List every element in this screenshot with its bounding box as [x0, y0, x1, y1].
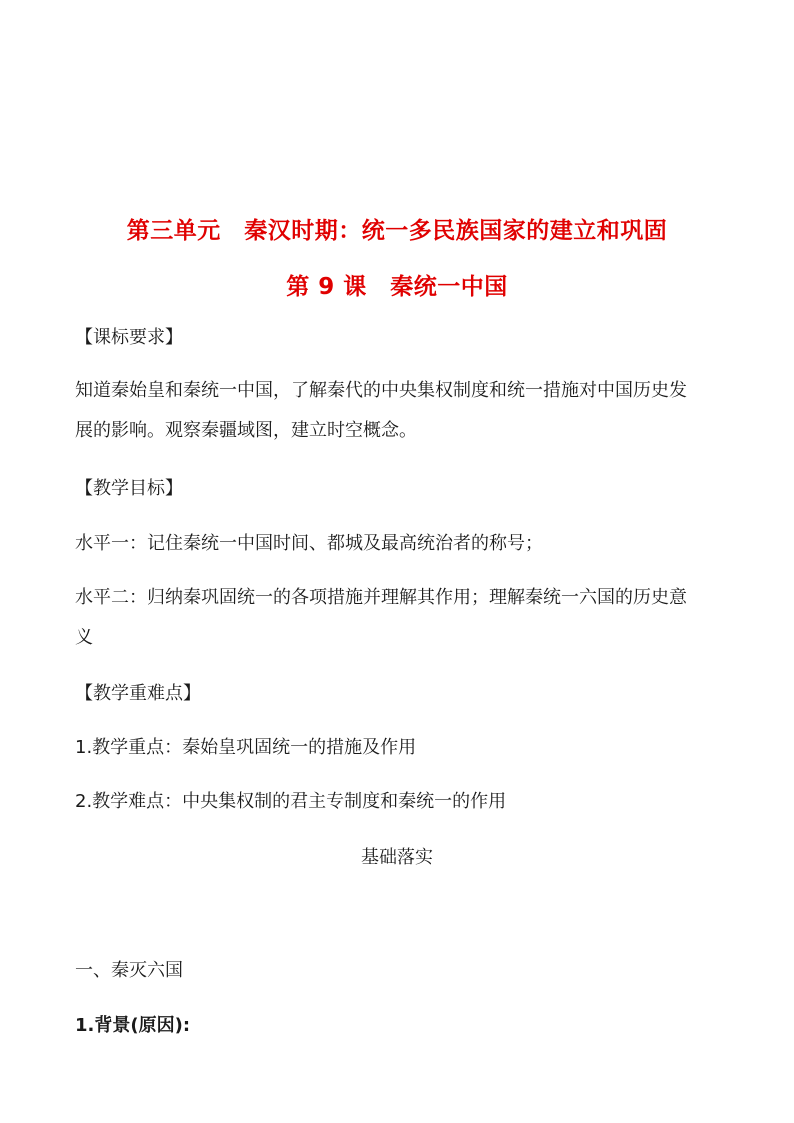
- curriculum-line-1: 知道秦始皇和秦统一中国，了解秦代的中央集权制度和统一措施对中国历史发: [75, 380, 687, 401]
- key-point-1: 1.教学重点：秦始皇巩固统一的措施及作用: [75, 737, 417, 758]
- objective-level-2: [75, 578, 725, 658]
- lesson-title: 第 9 课 秦统一中国: [286, 274, 508, 300]
- curriculum-line-2: 展的影响。观察秦疆域图，建立时空概念。: [75, 420, 417, 441]
- section-label: 基础落实: [361, 847, 433, 868]
- curriculum-heading: 【课标要求】: [75, 327, 183, 348]
- objectives-heading: 【教学目标】: [75, 478, 183, 499]
- key-point-2: 2.教学难点：中央集权制的君主专制度和秦统一的作用: [75, 791, 507, 812]
- curriculum-paragraph: [75, 371, 725, 451]
- section-1-item-1: 1.背景(原因):: [75, 1015, 191, 1036]
- key-points-heading: 【教学重难点】: [75, 683, 201, 704]
- section-1-heading: 一、秦灭六国: [75, 960, 183, 981]
- objective-level-2-line-2: 义: [75, 627, 93, 648]
- objective-level-1: 水平一：记住秦统一中国时间、都城及最高统治者的称号；: [75, 533, 543, 554]
- objective-level-2-line-1: 水平二：归纳秦巩固统一的各项措施并理解其作用；理解秦统一六国的历史意: [75, 587, 687, 608]
- unit-title: 第三单元 秦汉时期：统一多民族国家的建立和巩固: [126, 218, 668, 244]
